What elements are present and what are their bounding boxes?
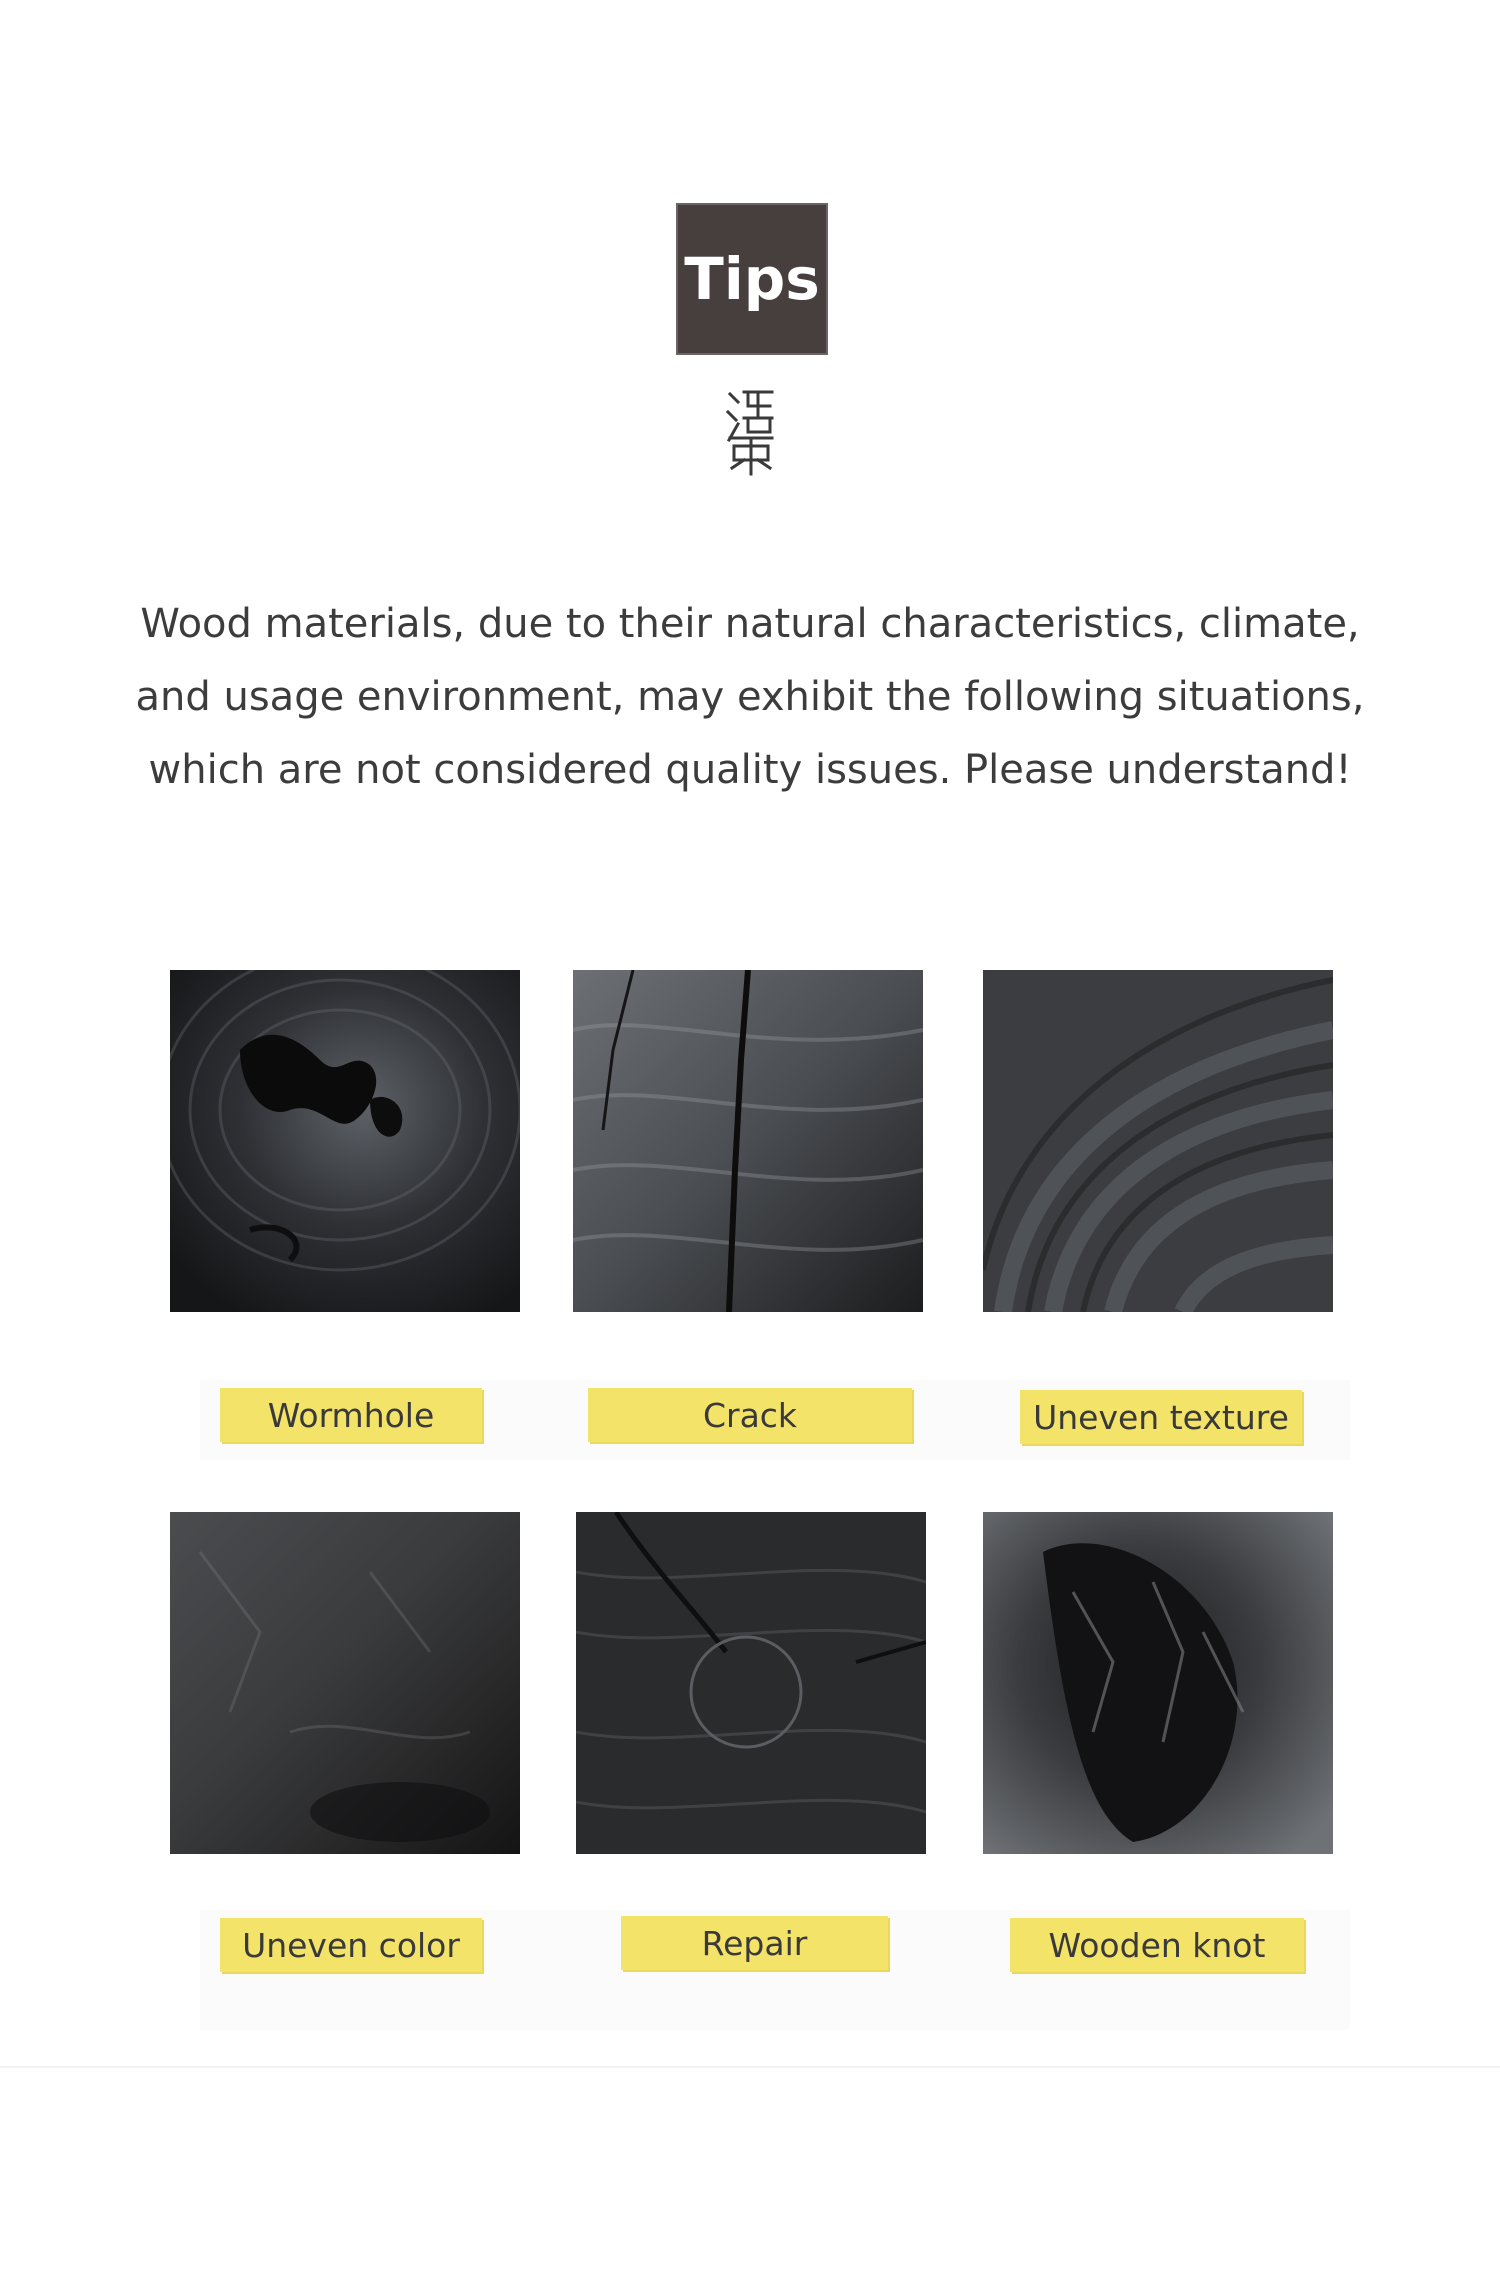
- label-uneven-color: [220, 1918, 482, 1972]
- label-wooden-knot: [1010, 1918, 1304, 1972]
- divider: [0, 2066, 1500, 2068]
- crack-photo: [573, 970, 923, 1312]
- tips-title: Tips: [684, 245, 820, 313]
- intro-text: [120, 588, 1380, 807]
- tips-badge: [676, 203, 828, 355]
- uneven-color-photo: [170, 1512, 520, 1854]
- intro-line: and usage environment, may exhibit the following situations,: [135, 674, 1365, 720]
- intro-line: Wood materials, due to their natural characteristics, climate,: [140, 601, 1360, 647]
- label-crack: [588, 1388, 912, 1442]
- intro-line: which are not considered quality issues. Please understand!: [148, 747, 1352, 793]
- label-wormhole: [220, 1388, 482, 1442]
- wooden-knot-photo: [983, 1512, 1333, 1854]
- wormhole-photo: [170, 970, 520, 1312]
- label-text: Wormhole: [267, 1395, 435, 1435]
- label-text: Uneven texture: [1033, 1397, 1289, 1437]
- label-text: Crack: [702, 1395, 798, 1435]
- label-text: Uneven color: [242, 1925, 460, 1965]
- label-uneven-texture: [1020, 1390, 1302, 1444]
- label-text: Wooden knot: [1048, 1925, 1266, 1965]
- repair-photo: [576, 1512, 926, 1854]
- seal-glyph-icon: [726, 388, 776, 476]
- label-repair: [621, 1916, 888, 1970]
- label-text: Repair: [701, 1923, 808, 1963]
- uneven-texture-photo: [983, 970, 1333, 1312]
